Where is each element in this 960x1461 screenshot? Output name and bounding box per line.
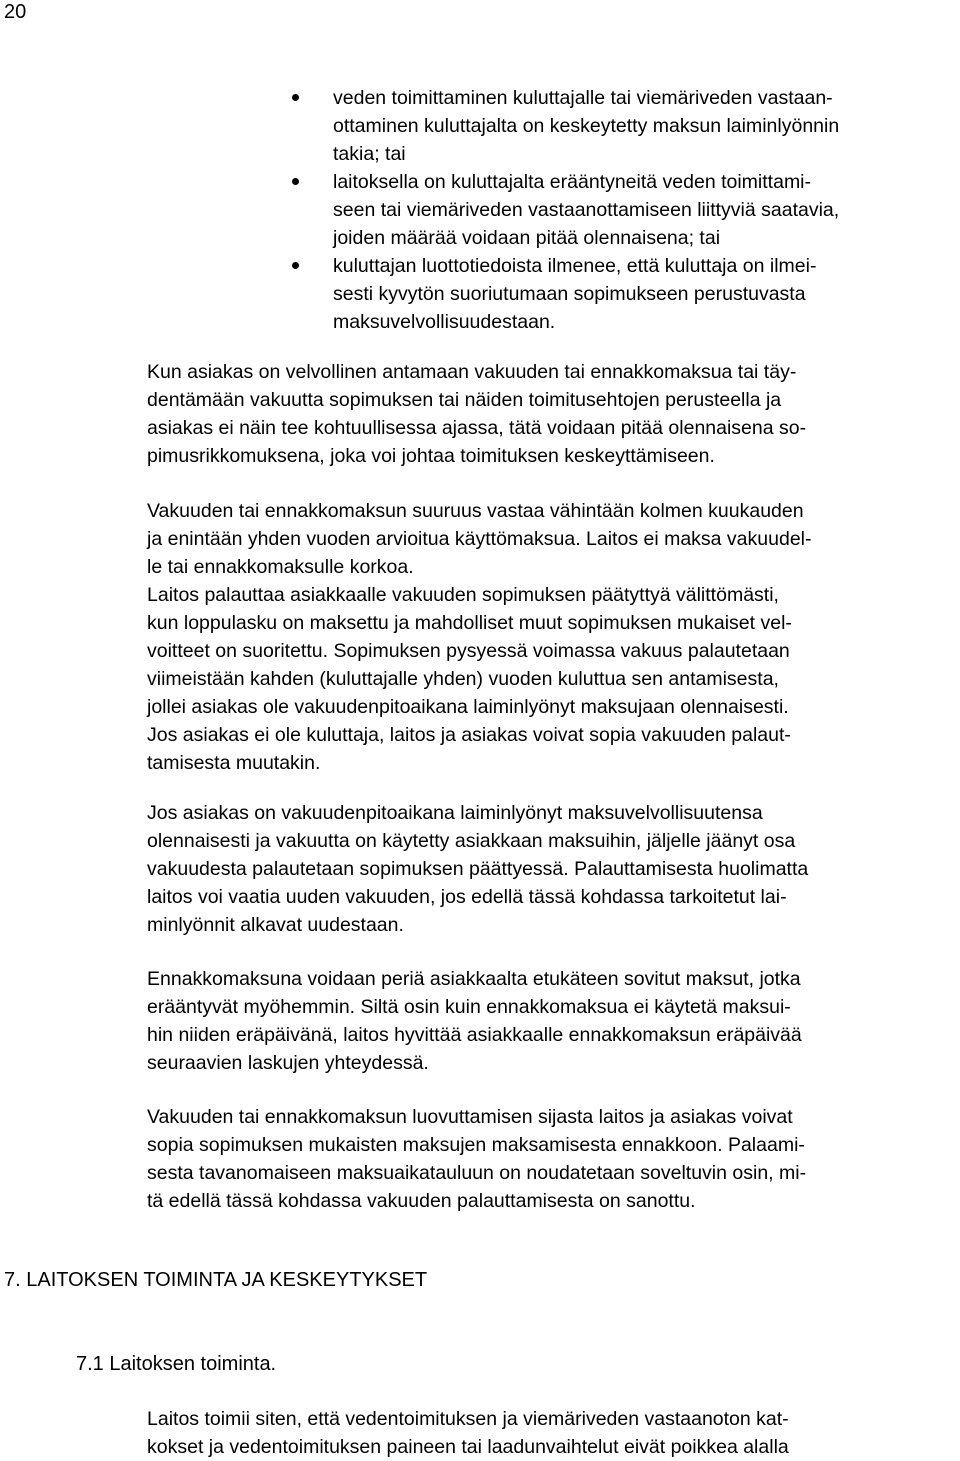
text-line: kokset ja vedentoimituksen paineen tai laadunvaihtelut eivät poikkea alalla	[147, 1436, 789, 1458]
paragraph-advance-payment	[147, 965, 947, 1077]
text-line: tamisesta muutakin.	[147, 752, 321, 774]
text-line: laitoksella on kuluttajalta erääntyneitä veden toimittami-	[333, 171, 812, 193]
bullet-dot-icon	[292, 262, 299, 269]
text-line: sopia sopimuksen mukaisten maksujen maksamisesta ennakkoon. Palaami-	[147, 1134, 805, 1156]
text-line: sesta tavanomaiseen maksuaikatauluun on noudatetaan soveltuvin osin, mi-	[147, 1162, 807, 1184]
text-line: asiakas ei näin tee kohtuullisessa ajassa, tätä voidaan pitää olennaisena so-	[147, 417, 807, 439]
text-line: seuraavien laskujen yhteydessä.	[147, 1052, 429, 1074]
bullet-list	[0, 84, 960, 336]
text-line: joiden määrää voidaan pitää olennaisena; tai	[333, 227, 721, 249]
text-line: kuluttajan luottotiedoista ilmenee, että kuluttaja on ilmei-	[333, 255, 817, 277]
text-line: Ennakkomaksuna voidaan periä asiakkaalta etukäteen sovitut maksut, jotka	[147, 968, 801, 990]
text-line: Laitos palauttaa asiakkaalle vakuuden sopimuksen päätyttyä välittömästi,	[147, 584, 779, 606]
page-number: 20	[4, 1, 27, 23]
text-line: minlyönnit alkavat uudestaan.	[147, 914, 404, 936]
text-line: pimusrikkomuksena, joka voi johtaa toimituksen keskeyttämiseen.	[147, 445, 715, 467]
bullet-dot-icon	[292, 94, 299, 101]
text-line: kun loppulasku on maksettu ja mahdolliset muut sopimuksen mukaiset vel-	[147, 612, 792, 634]
text-line: veden toimittaminen kuluttajalle tai viemäriveden vastaan-	[333, 87, 833, 109]
text-line: takia; tai	[333, 143, 406, 165]
text-line: le tai ennakkomaksulle korkoa.	[147, 556, 414, 578]
text-line: voitteet on suoritettu. Sopimuksen pysyessä voimassa vakuus palautetaan	[147, 640, 790, 662]
text-line: dentämään vakuutta sopimuksen tai näiden toimitusehtojen perusteella ja	[147, 389, 782, 411]
paragraph-utility-operation	[147, 1405, 947, 1461]
text-line: hin niiden eräpäivänä, laitos hyvittää asiakkaalle ennakkomaksun eräpäivää	[147, 1024, 802, 1046]
paragraph-prepayment-agreement	[147, 1103, 947, 1215]
subsection-heading-7-1: 7.1 Laitoksen toiminta.	[76, 1353, 277, 1375]
text-line: erääntyvät myöhemmin. Siltä osin kuin ennakkomaksua ei käytetä maksui-	[147, 996, 791, 1018]
text-line: jollei asiakas ole vakuudenpitoaikana laiminlyönyt maksujaan olennaisesti.	[147, 696, 789, 718]
text-line: seen tai viemäriveden vastaanottamiseen liittyviä saatavia,	[333, 199, 840, 221]
bullet-item	[0, 252, 960, 336]
bullet-item	[0, 168, 960, 252]
text-line: Vakuuden tai ennakkomaksun luovuttamisen sijasta laitos ja asiakas voivat	[147, 1106, 793, 1128]
bullet-dot-icon	[292, 178, 299, 185]
text-line: laitos voi vaatia uuden vakuuden, jos edellä tässä kohdassa tarkoitetut lai-	[147, 886, 787, 908]
text-line: Kun asiakas on velvollinen antamaan vakuuden tai ennakkomaksua tai täy-	[147, 361, 797, 383]
bullet-item	[0, 84, 960, 168]
text-line: maksuvelvollisuudestaan.	[333, 311, 556, 333]
text-line: Laitos toimii siten, että vedentoimituksen ja viemäriveden vastaanoton kat-	[147, 1408, 789, 1430]
text-line: olennaisesti ja vakuutta on käytetty asiakkaan maksuihin, jäljelle jäänyt osa	[147, 830, 796, 852]
text-line: Jos asiakas on vakuudenpitoaikana laiminlyönyt maksuvelvollisuutensa	[147, 802, 763, 824]
text-line: Jos asiakas ei ole kuluttaja, laitos ja asiakas voivat sopia vakuuden palaut-	[147, 724, 791, 746]
paragraph-security-amount	[147, 497, 947, 777]
paragraph-security-neglect	[147, 799, 947, 939]
text-line: Vakuuden tai ennakkomaksun suuruus vastaa vähintään kolmen kuukauden	[147, 500, 804, 522]
text-line: vakuudesta palautetaan sopimuksen päättyessä. Palauttamisesta huolimatta	[147, 858, 809, 880]
text-line: tä edellä tässä kohdassa vakuuden palauttamisesta on sanottu.	[147, 1190, 696, 1212]
section-heading-7: 7. LAITOKSEN TOIMINTA JA KESKEYTYKSET	[4, 1269, 428, 1291]
text-line: ottaminen kuluttajalta on keskeytetty maksun laiminlyönnin	[333, 115, 840, 137]
text-line: viimeistään kahden (kuluttajalle yhden) vuoden kuluttua sen antamisesta,	[147, 668, 779, 690]
paragraph-security-obligation	[147, 358, 947, 470]
text-line: ja enintään yhden vuoden arvioitua käyttömaksua. Laitos ei maksa vakuudel-	[147, 528, 812, 550]
text-line: sesti kyvytön suoriutumaan sopimukseen perustuvasta	[333, 283, 806, 305]
